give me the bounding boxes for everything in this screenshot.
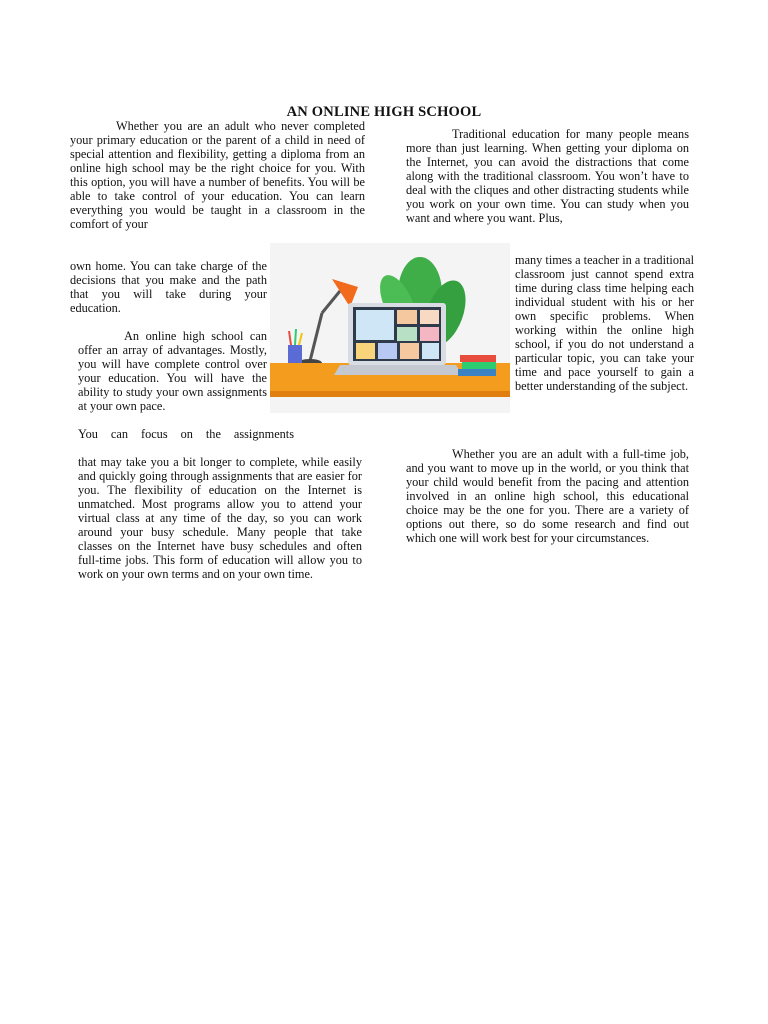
- left-paragraph-1-continued: own home. You can take charge of the decisions that you make and the path that you will take during your education.: [70, 259, 267, 315]
- online-class-illustration: [270, 243, 510, 413]
- online-class-illustration-svg: [270, 243, 510, 413]
- laptop-icon: [334, 303, 462, 375]
- left-paragraph-2-line: You can focus on the assignments: [78, 427, 294, 441]
- right-paragraph-1: Traditional education for many people means more than just learning. When getting your diploma on the Internet, you can avoid the distractions that come along with the traditional classroom. You won’t have to deal with the cliques and other distracting students while you work on your own time. You can study when you want and where you want. Plus,: [406, 127, 689, 225]
- right-paragraph-2: many times a teacher in a traditional classroom just cannot spend extra time during class time helping each individual student with his or her own specific problems. When working within the online high school, if you do not understand a particular topic, you can take your time and pace yourself to gain a better understanding of the subject.: [515, 253, 694, 393]
- left-paragraph-2: An online high school can offer an array of advantages. Mostly, you will have complete control over your education. You will have the ability to study your own assignments at your own pace.: [78, 329, 267, 413]
- left-paragraph-1: Whether you are an adult who never completed your primary education or the parent of a child in need of special attention and flexibility, getting a diploma from an online high school may be the right choice for you. With this option, you will have a number of benefits. You will be able to take control of your education. You can learn everything you would be taught in a classroom in the comfort of your: [70, 119, 365, 231]
- document-title: AN ONLINE HIGH SCHOOL: [286, 103, 482, 120]
- left-paragraph-3: that may take you a bit longer to complete, while easily and quickly going through assignments that are easier for you. The flexibility of education on the Internet is unmatched. Most programs allow you to attend your virtual class at any time of the day, so you can work around your busy schedule. Many people that take classes on the Internet have busy schedules and often full-time jobs. This form of education will allow you to work on your own terms and on your own time.: [78, 455, 362, 581]
- right-paragraph-3: Whether you are an adult with a full-time job, and you want to move up in the world, or you think that your child would benefit from the pacing and attention involved in an online high school, this educational choice may be the one for you. There are a variety of options out there, so do some research and find out which one will work best for your circumstances.: [406, 447, 689, 545]
- desk-edge: [270, 391, 510, 397]
- books-icon: [458, 355, 496, 376]
